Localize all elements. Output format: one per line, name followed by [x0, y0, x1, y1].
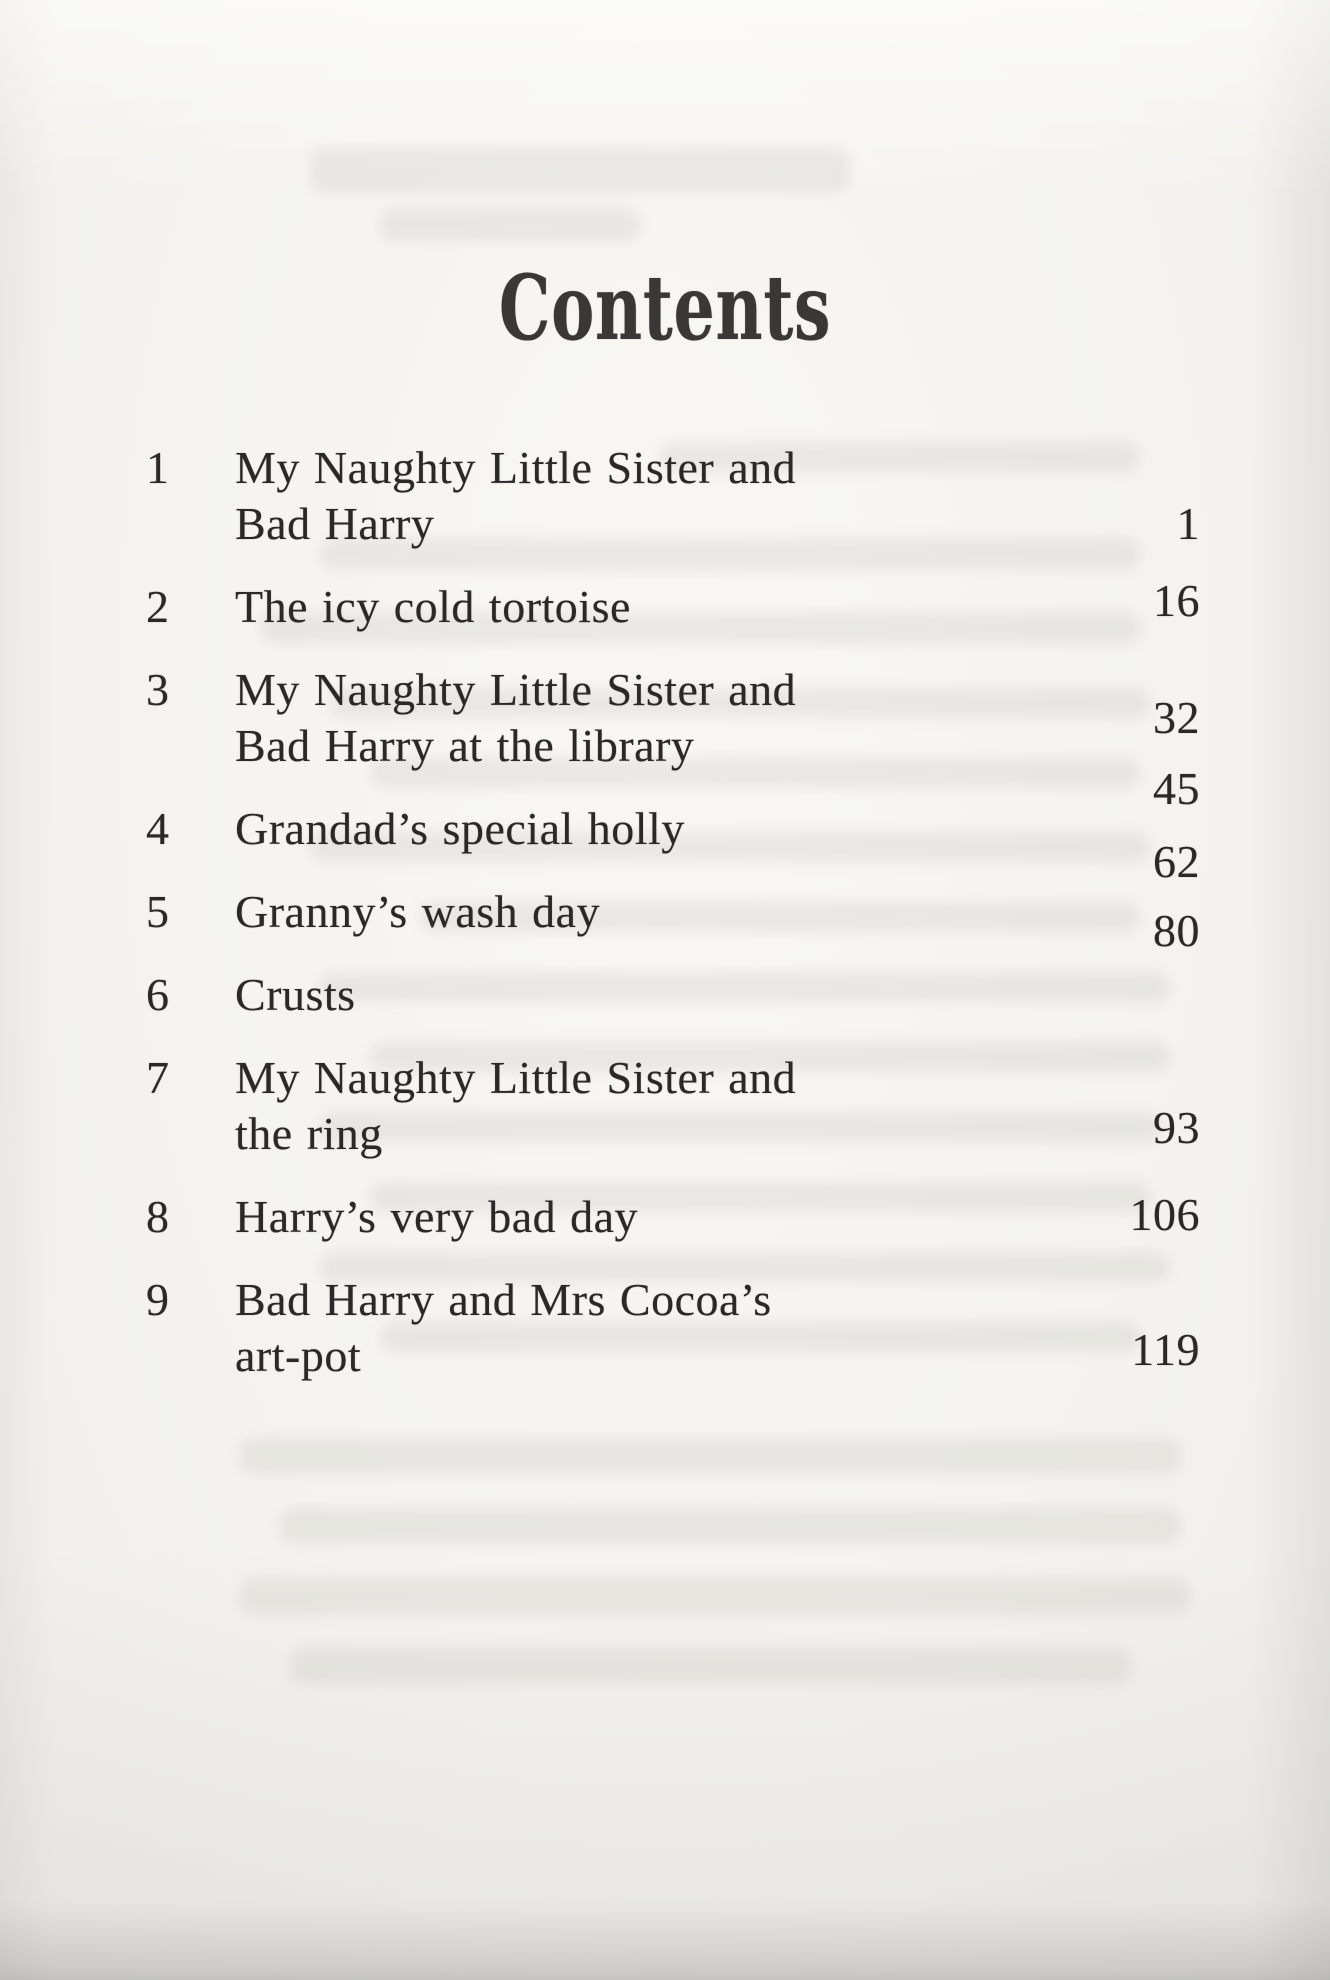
showthrough-line: [240, 1578, 1190, 1614]
showthrough-line: [280, 1508, 1180, 1544]
chapter-title: Granny’s wash day: [235, 886, 601, 937]
page-number: 16: [1153, 575, 1200, 626]
toc-entry: [146, 836, 1200, 940]
page-number: 106: [1129, 1189, 1200, 1240]
page-number: 119: [1131, 1324, 1200, 1375]
chapter-title: My Naughty Little Sister and Bad Harry at the library: [235, 664, 797, 771]
showthrough-line: [290, 1648, 1130, 1684]
page-number: 93: [1153, 1102, 1200, 1153]
page-number: 80: [1153, 905, 1200, 956]
chapter-number: 7: [146, 1052, 170, 1103]
chapter-title: My Naughty Little Sister and the ring: [235, 1052, 797, 1159]
toc-entry: [146, 440, 1200, 552]
showthrough-line: [380, 208, 640, 242]
page-number: 62: [1153, 836, 1200, 887]
chapter-number: 4: [146, 803, 170, 854]
chapter-title: My Naughty Little Sister and Bad Harry: [235, 442, 797, 549]
chapter-number: 2: [146, 581, 170, 632]
chapter-title: Bad Harry and Mrs Cocoa’s art-pot: [235, 1274, 772, 1381]
showthrough-line: [240, 1438, 1180, 1474]
toc-entry: [146, 1272, 1200, 1384]
toc-entry: [146, 662, 1200, 774]
chapter-title: Grandad’s special holly: [235, 803, 685, 854]
chapter-number: 3: [146, 664, 170, 715]
page-title: Contents: [498, 255, 832, 361]
page-number: 45: [1153, 763, 1200, 814]
chapter-number: 8: [146, 1191, 170, 1242]
toc-entry: [146, 1189, 1200, 1245]
chapter-number: 1: [146, 442, 170, 493]
chapter-title: Crusts: [235, 969, 356, 1020]
showthrough-line: [310, 148, 850, 192]
page-number: 32: [1153, 692, 1200, 743]
chapter-number: 6: [146, 969, 170, 1020]
toc-entry: [146, 575, 1200, 635]
chapter-title: Harry’s very bad day: [235, 1191, 639, 1242]
table-of-contents: [146, 440, 1200, 1411]
chapter-number: 5: [146, 886, 170, 937]
toc-entry: [146, 763, 1200, 857]
toc-entry: [146, 1050, 1200, 1162]
page-number: 1: [1176, 498, 1200, 549]
chapter-title: The icy cold tortoise: [235, 581, 631, 632]
chapter-number: 9: [146, 1274, 170, 1325]
